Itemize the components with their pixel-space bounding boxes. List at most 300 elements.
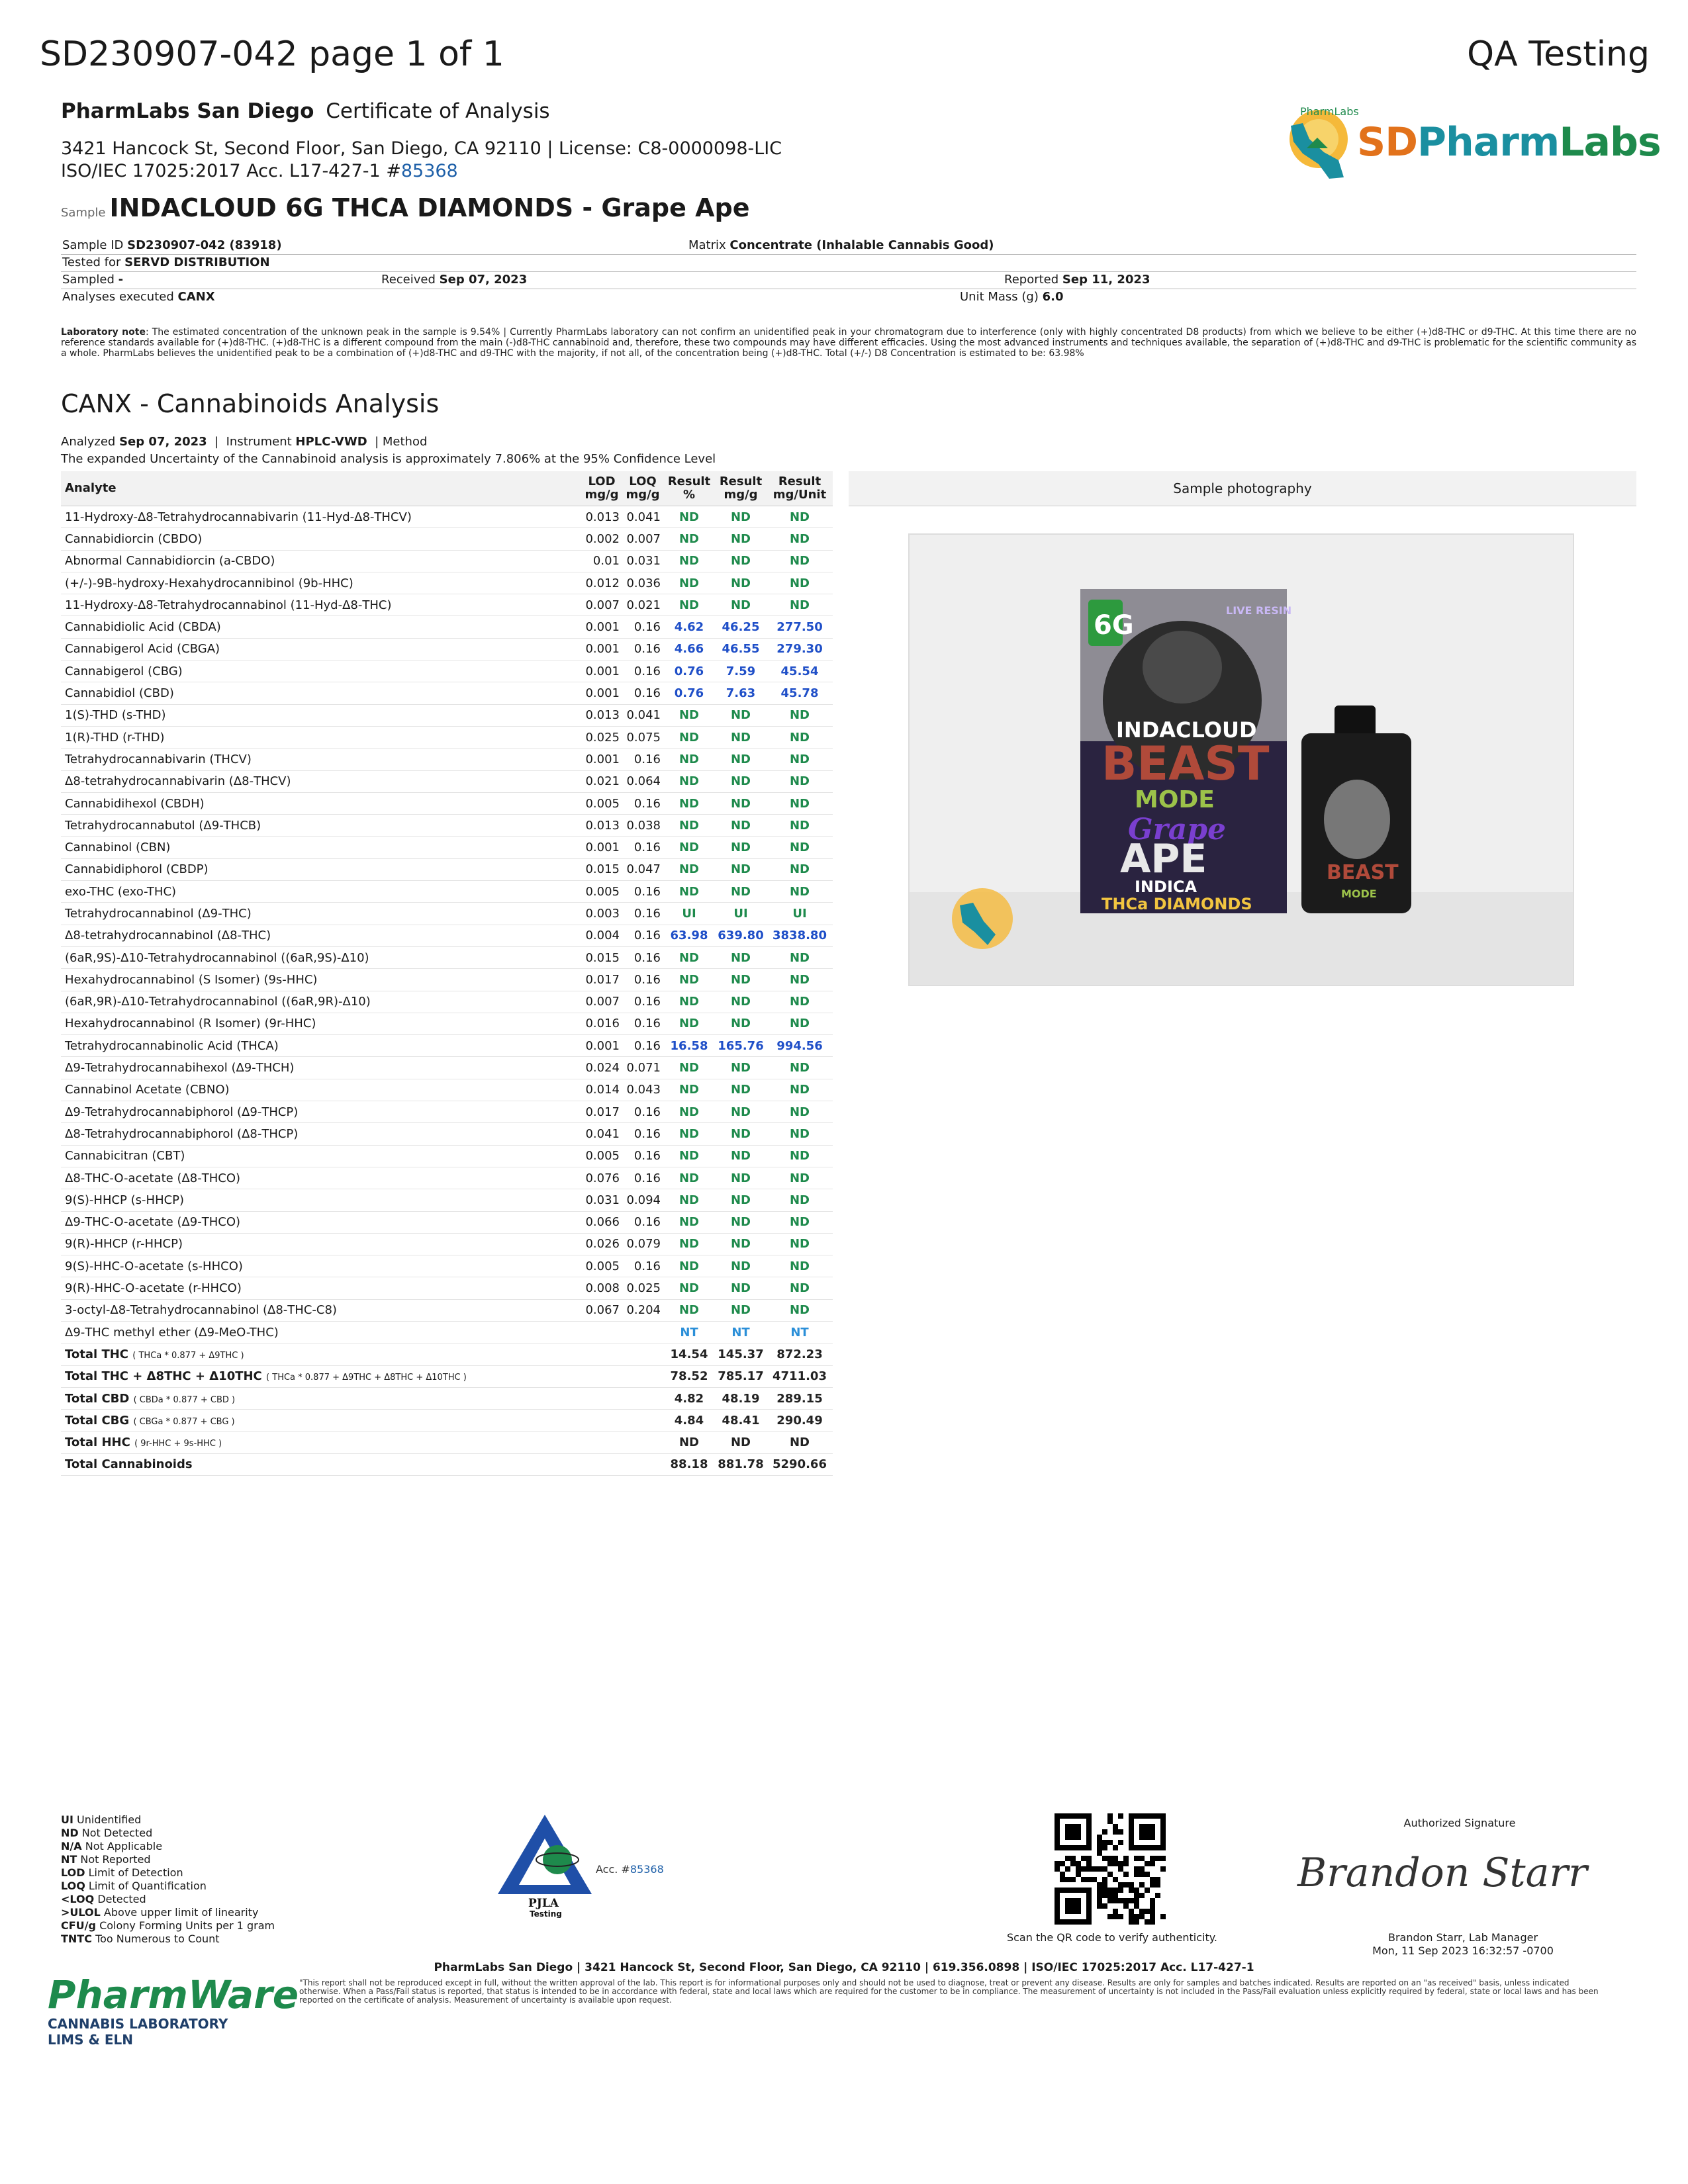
result-mg-unit: ND [767,815,833,837]
table-row [61,1167,833,1189]
result-percent: ND [663,991,715,1013]
total-formula: ( CBDa * 0.877 + CBD ) [133,1394,236,1405]
total-row [61,1453,833,1475]
lod-value: 0.026 [581,1233,622,1255]
logo-labs: Labs [1559,119,1661,165]
device-mode-text: MODE [1341,887,1377,900]
result-mg-unit: ND [767,1101,833,1123]
total-name: Total THC + Δ8THC + Δ10THC [65,1369,262,1384]
lod-value: 0.041 [581,1123,622,1145]
result-mg-g: ND [715,1189,767,1211]
result-mg-unit: 45.78 [767,682,833,704]
loq-value: 0.025 [622,1277,663,1299]
result-mg-g: UI [715,903,767,925]
lod-value: 0.025 [581,726,622,748]
analyte-name: Δ8-tetrahydrocannabivarin (Δ8-THCV) [61,770,581,792]
result-mg-unit: ND [767,770,833,792]
analyte-name: Δ8-THC-O-acetate (Δ8-THCO) [61,1167,581,1189]
total-label [61,1410,581,1432]
result-mg-unit: ND [767,991,833,1013]
lod-value: 0.067 [581,1299,622,1321]
box-brand-text: INDACLOUD [1116,717,1257,743]
loq-value: 0.16 [622,1013,663,1034]
col-unit [767,471,833,506]
iso-text: ISO/IEC 17025:2017 Acc. L17-427-1 # [61,161,401,181]
lod-value: 0.001 [581,749,622,770]
legend-item [61,1853,275,1866]
result-percent: ND [663,1189,715,1211]
result-percent: ND [663,1101,715,1123]
lod-value: 0.007 [581,991,622,1013]
total-formula: ( THCa * 0.877 + Δ9THC + Δ8THC + Δ10THC ) [266,1373,467,1383]
total-mg-unit: 4711.03 [767,1365,833,1387]
analyte-name: Cannabidiphorol (CBDP) [61,858,581,880]
table-row [61,572,833,594]
box-indica-text: INDICA [1135,878,1197,896]
analyte-name: Abnormal Cannabidiorcin (a-CBDO) [61,550,581,572]
signer-block [1331,1931,1595,1958]
result-mg-g: ND [715,1057,767,1079]
signature-image: Brandon Starr [1297,1850,1587,1896]
result-percent: ND [663,770,715,792]
table-row [61,1299,833,1321]
logo-wordmark [1357,119,1661,165]
result-percent: ND [663,1277,715,1299]
lab-address: 3421 Hancock St, Second Floor, San Diego, CA 92110 | License: C8-0000098-LIC [61,138,782,159]
result-percent: ND [663,969,715,991]
result-percent: ND [663,506,715,528]
table-row [61,1255,833,1277]
result-mg-g: ND [715,528,767,550]
result-mg-g: ND [715,1167,767,1189]
table-row [61,815,833,837]
table-row [61,749,833,770]
analyte-name: Δ9-Tetrahydrocannabiphorol (Δ9-THCP) [61,1101,581,1123]
lod-value: 0.004 [581,925,622,946]
legend-key: NT [61,1853,77,1866]
result-percent: ND [663,528,715,550]
loq-value: 0.021 [622,594,663,616]
col-pct [663,471,715,506]
result-mg-g: ND [715,858,767,880]
result-mg-g: ND [715,1145,767,1167]
total-label [61,1365,581,1387]
total-loq-empty [622,1432,663,1453]
total-row [61,1343,833,1365]
table-row [61,638,833,660]
total-name: Total CBG [65,1413,130,1428]
result-mg-g: ND [715,506,767,528]
total-lod-empty [581,1410,622,1432]
legend-key: LOQ [61,1880,85,1892]
table-row [61,946,833,968]
lab-address-block [61,138,782,183]
box-mode-text: MODE [1135,786,1215,813]
laboratory-note [61,327,1636,359]
loq-value: 0.041 [622,704,663,726]
lod-value: 0.001 [581,638,622,660]
sample-id-label: Sample ID [62,238,124,252]
legend-item [61,1840,275,1853]
analyte-name: Cannabinol Acetate (CBNO) [61,1079,581,1101]
legend-key: ND [61,1827,79,1839]
result-mg-unit: 277.50 [767,616,833,638]
result-mg-g: ND [715,1079,767,1101]
table-row [61,1101,833,1123]
total-mg-g: ND [715,1432,767,1453]
result-mg-unit: ND [767,594,833,616]
table-row [61,837,833,858]
lod-value: 0.015 [581,858,622,880]
total-label [61,1343,581,1365]
table-row [61,903,833,925]
total-name: Total HHC [65,1435,130,1450]
result-percent: ND [663,946,715,968]
result-mg-unit: ND [767,1145,833,1167]
result-mg-unit: NT [767,1321,833,1343]
result-mg-unit: ND [767,726,833,748]
total-percent: 78.52 [663,1365,715,1387]
analyte-name: Cannabicitran (CBT) [61,1145,581,1167]
table-row [61,858,833,880]
legend-value: Limit of Quantification [88,1880,207,1892]
result-percent: ND [663,881,715,903]
result-mg-unit: 3838.80 [767,925,833,946]
document-id: SD230907-042 page 1 of 1 [40,34,504,74]
loq-value: 0.16 [622,1145,663,1167]
analyte-name: (+/-)-9B-hydroxy-Hexahydrocannibinol (9b-HHC) [61,572,581,594]
legend-value: Not Reported [80,1853,151,1866]
lod-value: 0.01 [581,550,622,572]
result-mg-g: 7.59 [715,660,767,682]
lab-name: PharmLabs San Diego [61,99,314,123]
authorized-signature-label: Authorized Signature [1403,1817,1516,1829]
loq-value: 0.204 [622,1299,663,1321]
table-row [61,1321,833,1343]
total-name: Total CBD [65,1391,130,1406]
lod-value: 0.001 [581,1035,622,1057]
col-mgg [715,471,767,506]
table-row [61,1079,833,1101]
result-mg-unit: ND [767,749,833,770]
loq-value: 0.16 [622,749,663,770]
loq-value: 0.16 [622,792,663,814]
result-mg-g: ND [715,550,767,572]
result-mg-unit: ND [767,1211,833,1233]
result-percent: ND [663,1255,715,1277]
lod-value: 0.013 [581,506,622,528]
method-label: Method [382,435,428,449]
loq-value: 0.047 [622,858,663,880]
analysis-meta: Analyzed Sep 07, 2023 | Instrument HPLC-VWD | Method The expanded Uncertainty of the Cannabinoid analysis is approximately 7.806% at the 95% Confidence Level [61,433,716,468]
legend-key: N/A [61,1840,82,1852]
analyte-name: Tetrahydrocannabivarin (THCV) [61,749,581,770]
analyte-name: Cannabidiorcin (CBDO) [61,528,581,550]
badge-text: PharmLabs [1300,105,1359,118]
matrix-value: Concentrate (Inhalable Cannabis Good) [729,238,994,252]
table-row [61,1123,833,1145]
accreditation-number [596,1863,664,1876]
pharmware-logo [48,1972,299,2048]
loq-value: 0.041 [622,506,663,528]
lod-value: 0.015 [581,946,622,968]
logo-pharm: Pharm [1417,119,1560,165]
total-lod-empty [581,1365,622,1387]
result-mg-g: ND [715,946,767,968]
total-label [61,1432,581,1453]
lod-value: 0.017 [581,969,622,991]
legend-key: >ULOL [61,1906,101,1919]
california-badge-icon [1278,99,1370,192]
total-mg-unit: 290.49 [767,1410,833,1432]
lod-value: 0.021 [581,770,622,792]
analyte-name: Tetrahydrocannabinolic Acid (THCA) [61,1035,581,1057]
lod-value: 0.001 [581,682,622,704]
result-mg-unit: 279.30 [767,638,833,660]
live-resin-text: LIVE RESIN [1226,604,1292,617]
loq-value: 0.16 [622,1255,663,1277]
loq-value: 0.16 [622,903,663,925]
lod-value: 0.013 [581,815,622,837]
result-percent: ND [663,1079,715,1101]
matrix-label: Matrix [688,238,726,252]
table-row [61,616,833,638]
legend-item [61,1933,275,1946]
result-mg-unit: 994.56 [767,1035,833,1057]
result-mg-g: ND [715,594,767,616]
analyte-name: 9(S)-HHCP (s-HHCP) [61,1189,581,1211]
legend-item [61,1813,275,1827]
lod-value [581,1321,622,1343]
analyte-name: Cannabigerol (CBG) [61,660,581,682]
total-loq-empty [622,1387,663,1409]
loq-value: 0.036 [622,572,663,594]
total-label [61,1387,581,1409]
sample-name: INDACLOUD 6G THCA DIAMONDS - Grape Ape [109,193,750,222]
result-mg-unit: ND [767,1079,833,1101]
total-mg-g: 48.41 [715,1410,767,1432]
analyte-name: Δ8-tetrahydrocannabinol (Δ8-THC) [61,925,581,946]
result-percent: ND [663,1233,715,1255]
uncertainty-note: The expanded Uncertainty of the Cannabinoid analysis is approximately 7.806% at the 95% Confidence Level [61,452,716,466]
result-percent: ND [663,1145,715,1167]
sample-label: Sample [61,206,106,220]
result-mg-g: ND [715,991,767,1013]
result-mg-unit: ND [767,881,833,903]
table-row [61,528,833,550]
analyte-name: (6aR,9S)-Δ10-Tetrahydrocannabinol ((6aR,9S)-Δ10) [61,946,581,968]
result-mg-unit: ND [767,1189,833,1211]
total-mg-g: 881.78 [715,1453,767,1475]
analysis-title: CANX - Cannabinoids Analysis [61,389,440,418]
lod-value: 0.066 [581,1211,622,1233]
col-lod-unit: mg/g [585,488,619,502]
total-mg-unit: 289.15 [767,1387,833,1409]
legend-item [61,1827,275,1840]
box-beast-text: BEAST [1102,737,1270,791]
result-percent: ND [663,726,715,748]
lod-value: 0.012 [581,572,622,594]
result-percent: ND [663,1167,715,1189]
total-name: Total Cannabinoids [65,1457,193,1472]
analyte-name: Cannabidiolic Acid (CBDA) [61,616,581,638]
result-mg-g: ND [715,1277,767,1299]
result-percent: ND [663,1013,715,1034]
qr-code-icon[interactable] [1055,1813,1166,1925]
analyte-name: Cannabinol (CBN) [61,837,581,858]
note-text: : The estimated concentration of the unknown peak in the sample is 9.54% | Currently PharmLabs laboratory can not confirm an unidentified peak in your chromatogram due to interference (only with highly concentrated D8 products) from which we believe to be either (+)d8-THC or d9-THC. At this time there are no reference standards available for (+)d8-THC. (+)d8-THC is a different compound from the main (-)d8-THC cannabinoid and, therefore, these two compounds may have different efficacies. Using the most advanced instruments and techniques available, the separation of (+)d8-THC and d9-THC is problematic for the scientific community as a whole. PharmLabs believes the unidentified peak to be a combination of (+)d8-THC and d9-THC with the majority, if not all, of the concentration being (+)d8-THC. Total (+/-) D8 Concentration is estimated to be: 63.98% [61,327,1636,359]
col-mgg-unit: mg/g [724,488,758,502]
sdpharmlabs-logo [1278,99,1661,192]
result-mg-g: 46.25 [715,616,767,638]
total-percent: 4.84 [663,1410,715,1432]
analyzed-label: Analyzed [61,435,116,449]
table-row [61,1189,833,1211]
lod-value: 0.024 [581,1057,622,1079]
received-label: Received [381,273,436,287]
total-lod-empty [581,1432,622,1453]
acc-link[interactable]: 85368 [630,1863,664,1876]
total-label [61,1453,581,1475]
result-percent: ND [663,749,715,770]
sampled-value: - [118,273,124,287]
result-mg-g: 7.63 [715,682,767,704]
loq-value: 0.007 [622,528,663,550]
legend-item [61,1866,275,1880]
total-loq-empty [622,1453,663,1475]
result-percent: ND [663,550,715,572]
tested-for-value: SERVD DISTRIBUTION [124,255,270,269]
total-percent: 88.18 [663,1453,715,1475]
acc-label: Acc. # [596,1863,630,1876]
legend-value: Not Applicable [85,1840,163,1852]
result-mg-unit: ND [767,1277,833,1299]
result-percent: ND [663,1211,715,1233]
table-row [61,1211,833,1233]
total-formula: ( CBGa * 0.877 + CBG ) [133,1416,235,1427]
pharmware-wordmark: PharmWare [48,1972,299,2017]
analyte-name: Cannabidihexol (CBDH) [61,792,581,814]
result-mg-g: ND [715,749,767,770]
lod-value: 0.001 [581,660,622,682]
lod-value: 0.005 [581,881,622,903]
total-row [61,1387,833,1409]
loq-value: 0.075 [622,726,663,748]
result-mg-g: ND [715,1211,767,1233]
analyte-name: 1(R)-THD (r-THD) [61,726,581,748]
loq-value: 0.031 [622,550,663,572]
lod-value: 0.031 [581,1189,622,1211]
abbreviation-legend [61,1813,275,1946]
result-mg-g: ND [715,837,767,858]
col-pct-label: Result [667,475,711,488]
iso-link[interactable]: 85368 [400,161,458,181]
result-mg-unit: ND [767,858,833,880]
loq-value: 0.16 [622,881,663,903]
lod-value: 0.008 [581,1277,622,1299]
total-row [61,1410,833,1432]
meta-row-3 [61,271,1636,289]
loq-value [622,1321,663,1343]
total-formula: ( THCa * 0.877 + Δ9THC ) [132,1350,244,1361]
result-percent: ND [663,594,715,616]
loq-value: 0.16 [622,660,663,682]
photo-header: Sample photography [849,471,1636,506]
pjla-sub: Testing [530,1909,562,1918]
result-percent: ND [663,1123,715,1145]
legend-item [61,1919,275,1933]
loq-value: 0.16 [622,837,663,858]
result-mg-unit: ND [767,1167,833,1189]
sample-id: SD230907-042 (83918) [127,238,282,252]
result-mg-unit: ND [767,704,833,726]
cannabinoid-table [61,471,833,1476]
result-mg-unit: ND [767,837,833,858]
pharmware-subtitle: CANNABIS LABORATORY LIMS & ELN [48,2016,228,2048]
total-mg-g: 785.17 [715,1365,767,1387]
table-row [61,704,833,726]
instrument-value: HPLC-VWD [295,435,367,449]
legend-value: Colony Forming Units per 1 gram [99,1919,275,1932]
result-percent: 63.98 [663,925,715,946]
result-mg-unit: ND [767,1233,833,1255]
loq-value: 0.071 [622,1057,663,1079]
loq-value: 0.16 [622,1123,663,1145]
result-percent: ND [663,1057,715,1079]
analyte-name: 11-Hydroxy-Δ8-Tetrahydrocannabivarin (11-Hyd-Δ8-THCV) [61,506,581,528]
loq-value: 0.038 [622,815,663,837]
result-mg-unit: ND [767,1057,833,1079]
result-percent: 0.76 [663,660,715,682]
analyte-name: 3-octyl-Δ8-Tetrahydrocannabinol (Δ8-THC-C8) [61,1299,581,1321]
reported-value: Sep 11, 2023 [1062,273,1150,287]
result-mg-g: ND [715,1101,767,1123]
result-mg-g: ND [715,1255,767,1277]
total-mg-g: 145.37 [715,1343,767,1365]
result-percent: 4.66 [663,638,715,660]
sampled-label: Sampled [62,273,115,287]
legend-key: TNTC [61,1933,92,1945]
table-row [61,682,833,704]
total-mg-g: 48.19 [715,1387,767,1409]
loq-value: 0.16 [622,1035,663,1057]
lod-value: 0.001 [581,616,622,638]
logo-sd: SD [1357,119,1418,165]
total-row [61,1432,833,1453]
result-mg-unit: ND [767,1123,833,1145]
lod-value: 0.002 [581,528,622,550]
col-loq-label: LOQ [629,475,657,488]
legend-value: Limit of Detection [88,1866,183,1879]
sample-title [61,193,750,222]
loq-value: 0.064 [622,770,663,792]
analyte-name: Hexahydrocannabinol (R Isomer) (9r-HHC) [61,1013,581,1034]
table-row [61,991,833,1013]
result-mg-g: ND [715,881,767,903]
lod-value: 0.005 [581,792,622,814]
table-row [61,1035,833,1057]
table-row [61,1013,833,1034]
pjla-logo [495,1812,594,1918]
result-mg-unit: ND [767,969,833,991]
result-percent: ND [663,1299,715,1321]
analyses-value: CANX [177,290,215,304]
table-row [61,726,833,748]
result-mg-g: ND [715,726,767,748]
result-mg-g: NT [715,1321,767,1343]
analyte-name: Δ9-THC methyl ether (Δ9-MeO-THC) [61,1321,581,1343]
result-percent: 0.76 [663,682,715,704]
